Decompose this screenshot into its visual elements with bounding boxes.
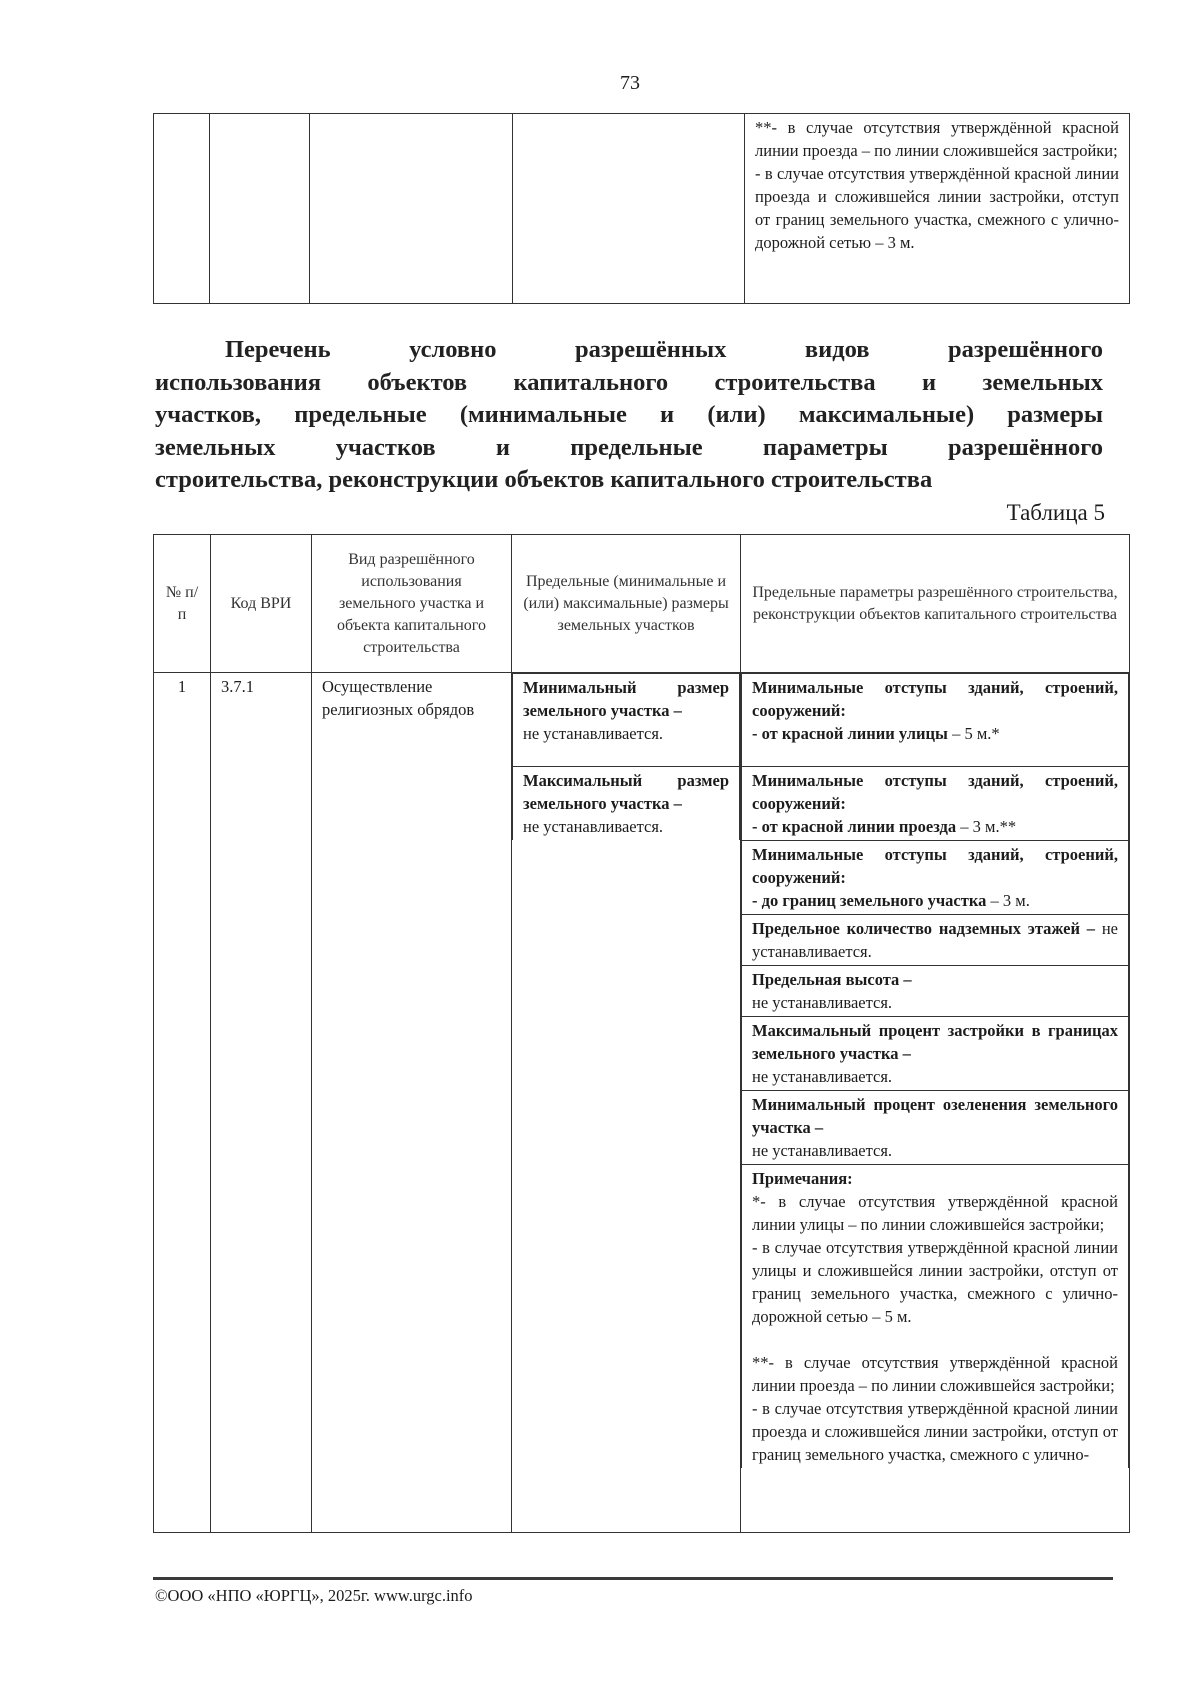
row-type: Осуществление религиозных обрядов xyxy=(322,677,475,719)
row-sizes-cell xyxy=(512,673,741,1533)
param-6-label: Максимальный процент застройки в границах земельного участка – xyxy=(752,1021,1118,1063)
param-2-label: Минимальные отступы зданий, строений, сооружений: xyxy=(752,771,1118,813)
cont-params-cell xyxy=(745,114,1130,304)
note-2: - в случае отсутствия утверждённой красной линии улицы и сложившейся линии застройки, отступ от границ земельного участка, смежного с улично-дорожной сетью – 5 м. xyxy=(752,1238,1118,1326)
cont-note-2: - в случае отсутствия утверждённой красной линии проезда и сложившейся линии застройки, отступ от границ земельного участка, смежного с улично-дорожной сетью – 3 м. xyxy=(755,164,1119,252)
param-4-label: Предельное количество надземных этажей – xyxy=(752,919,1096,938)
cont-type-cell xyxy=(310,114,513,304)
cont-sizes-cell xyxy=(513,114,745,304)
table-label: Таблица 5 xyxy=(1006,500,1105,525)
notes-title: Примечания: xyxy=(752,1169,853,1188)
footer-copyright: ©ООО «НПО «ЮРГЦ», 2025г. www.urgc.info xyxy=(155,1586,473,1605)
heading-line-1: Перечень условно разрешённых видов разрешённого xyxy=(225,336,1103,363)
cont-num-cell xyxy=(154,114,210,304)
min-size-value: не устанавливается. xyxy=(523,724,664,743)
cont-code-cell xyxy=(210,114,310,304)
table-row xyxy=(154,673,1130,1533)
param-6-value: не устанавливается. xyxy=(752,1067,893,1086)
param-4-value: не устанавливается. xyxy=(752,919,1118,961)
param-5-label: Предельная высота – xyxy=(752,970,912,989)
header-params: Предельные параметры разрешённого строительства, реконструкции объектов капитального строительства xyxy=(752,583,1118,623)
heading-line-5: строительства, реконструкции объектов капитального строительства xyxy=(155,466,933,493)
main-table xyxy=(153,534,1130,1533)
param-3-value: – 3 м. xyxy=(986,891,1030,910)
section-heading xyxy=(155,334,1103,497)
cont-note-1: **- в случае отсутствия утверждённой красной линии проезда – по линии сложившейся застройки; xyxy=(755,118,1119,160)
param-7-label: Минимальный процент озеленения земельного участка – xyxy=(752,1095,1118,1137)
header-row xyxy=(154,535,1130,673)
header-num: № п/п xyxy=(165,583,199,623)
header-type: Вид разрешённого использования земельного участка и объекта капитального строительства xyxy=(337,550,486,656)
max-size-label: Максимальный размер земельного участка – xyxy=(523,771,729,813)
note-4: - в случае отсутствия утверждённой красной линии проезда и сложившейся линии застройки, отступ от границ земельного участка, смежного с улично- xyxy=(752,1399,1118,1464)
heading-line-2: использования объектов капитального строительства и земельных xyxy=(155,368,1103,396)
param-5-value: не устанавливается. xyxy=(752,993,893,1012)
note-3: **- в случае отсутствия утверждённой красной линии проезда – по линии сложившейся застройки; xyxy=(752,1353,1118,1395)
min-size-label: Минимальный размер земельного участка – xyxy=(523,678,729,720)
row-params-cell xyxy=(741,673,1130,1533)
row-code: 3.7.1 xyxy=(221,677,254,696)
param-1-label: Минимальные отступы зданий, строений, сооружений: xyxy=(752,678,1118,720)
header-code: Код ВРИ xyxy=(230,594,292,612)
heading-line-3: участков, предельные (минимальные и (или) максимальные) размеры xyxy=(155,401,1103,428)
row-num: 1 xyxy=(177,677,187,696)
header-sizes: Предельные (минимальные и (или) максимальные) размеры земельных участков xyxy=(523,572,729,634)
param-3-line: - до границ земельного участка xyxy=(752,891,987,910)
param-7-value: не устанавливается. xyxy=(752,1141,893,1160)
page-number: 73 xyxy=(620,72,640,94)
param-3-label: Минимальные отступы зданий, строений, сооружений: xyxy=(752,845,1118,887)
param-2-line: - от красной линии проезда xyxy=(752,817,957,836)
param-1-value: – 5 м.* xyxy=(947,724,1000,743)
param-2-value: – 3 м.** xyxy=(956,817,1017,836)
footer-divider xyxy=(153,1577,1113,1580)
max-size-value: не устанавливается. xyxy=(523,817,664,836)
note-1: *- в случае отсутствия утверждённой красной линии улицы – по линии сложившейся застройки; xyxy=(752,1192,1118,1234)
param-1-line: - от красной линии улицы xyxy=(752,724,948,743)
continued-table xyxy=(153,113,1130,304)
heading-line-4: земельных участков и предельные параметры разрешённого xyxy=(155,433,1103,461)
